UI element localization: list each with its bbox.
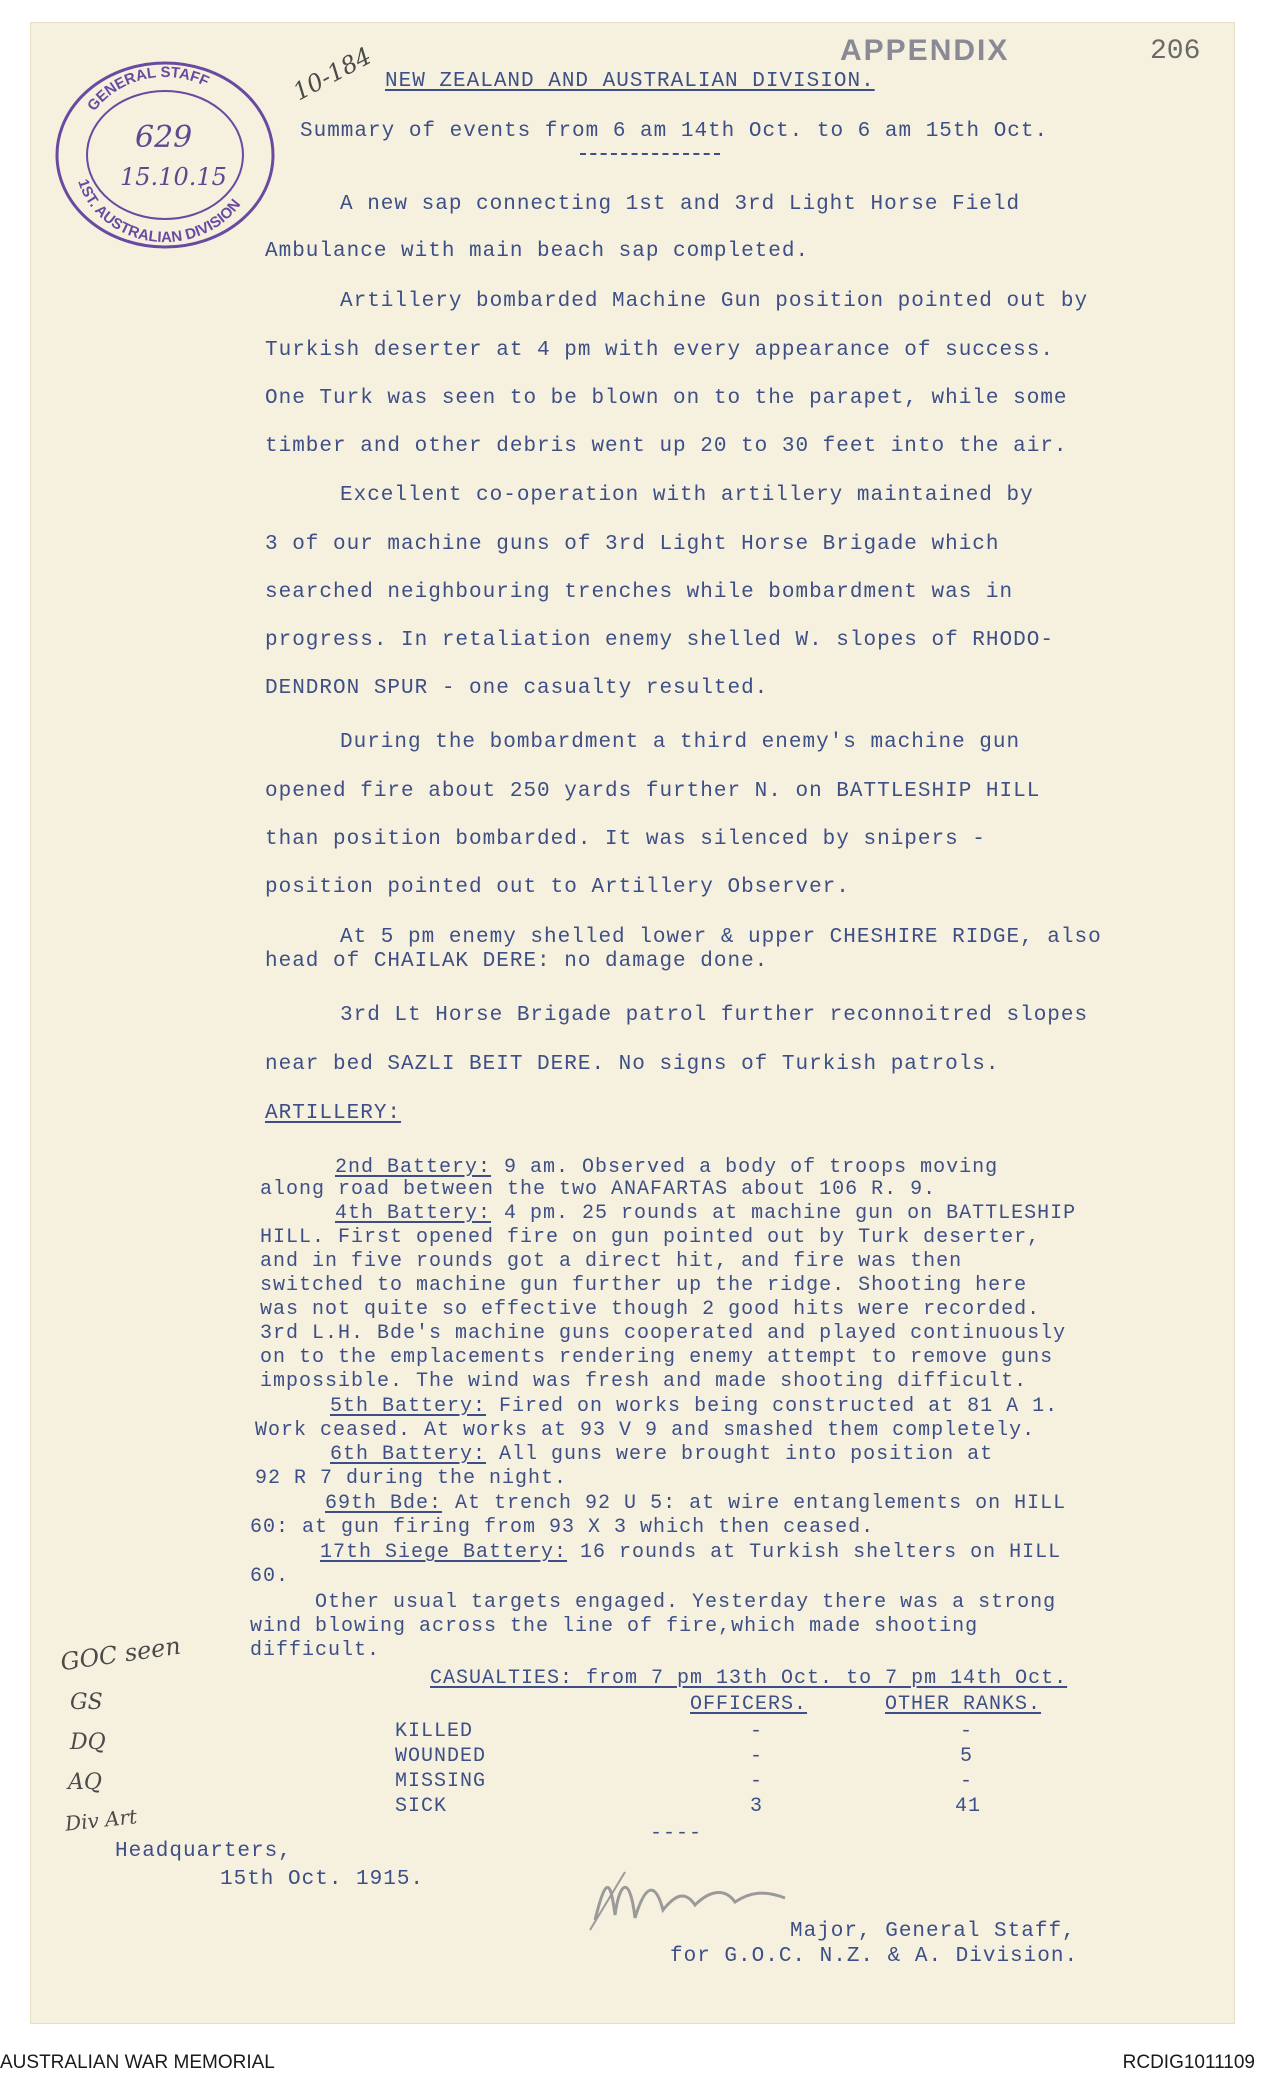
artillery-line: was not quite so effective though 2 good hits were recorded. (260, 1298, 1041, 1321)
para4-line3: than position bombarded. It was silenced by snipers - (265, 828, 986, 851)
artillery-line: along road between the two ANAFARTAS about 106 R. 9. (260, 1178, 937, 1201)
para6-line2: near bed SAZLI BEIT DERE. No signs of Turkish patrols. (265, 1053, 1000, 1076)
signatory-for: for G.O.C. N.Z. & A. Division. (670, 1945, 1079, 1968)
casualty-other: 5 (960, 1745, 974, 1768)
summary-line: Summary of events from 6 am 14th Oct. to 6 am 15th Oct. (300, 120, 1049, 143)
para4-line1: During the bombardment a third enemy's machine gun (340, 731, 1021, 754)
para2-line3: One Turk was seen to be blown on to the parapet, while some (265, 387, 1068, 410)
artillery-line: 60: at gun firing from 93 X 3 which then ceased. (250, 1516, 875, 1539)
casualty-officers: - (750, 1770, 764, 1793)
artillery-heading: ARTILLERY: (265, 1102, 402, 1125)
reference-note: 10-184 (288, 41, 377, 107)
casualty-other: - (960, 1720, 974, 1743)
casualty-officers: - (750, 1745, 764, 1768)
document-title: NEW ZEALAND AND AUSTRALIAN DIVISION. (385, 70, 875, 93)
archive-footer (0, 2042, 1267, 2082)
stamp-top-text: GENERAL STAFF (84, 63, 212, 115)
para2-line2: Turkish deserter at 4 pm with every appearance of success. (265, 339, 1054, 362)
margin-note: GOC seen (58, 1631, 183, 1677)
para4-line2: opened fire about 250 yards further N. on BATTLESHIP HILL (265, 780, 1041, 803)
headquarters-label: Headquarters, (115, 1840, 292, 1863)
para2-line4: timber and other debris went up 20 to 30 feet into the air. (265, 435, 1068, 458)
artillery-line: switched to machine gun further up the ridge. Shooting here (260, 1274, 1028, 1297)
artillery-line: on to the emplacements rendering enemy attempt to remove guns (260, 1346, 1054, 1369)
artillery-line: 4th Battery: 4 pm. 25 rounds at machine gun on BATTLESHIP (335, 1202, 1077, 1225)
para4-line4: position pointed out to Artillery Observer. (265, 876, 850, 899)
para3-line2: 3 of our machine guns of 3rd Light Horse Brigade which (265, 533, 1000, 556)
artillery-line: 2nd Battery: 9 am. Observed a body of troops moving (335, 1156, 999, 1179)
artillery-line: and in five rounds got a direct hit, and fire was then (260, 1250, 963, 1273)
closing-date: 15th Oct. 1915. (220, 1868, 425, 1891)
col-officers-header: OFFICERS. (690, 1693, 808, 1716)
artillery-line: 17th Siege Battery: 16 rounds at Turkish shelters on HILL (320, 1541, 1062, 1564)
para3-line3: searched neighbouring trenches while bombardment was in (265, 581, 1014, 604)
division-stamp (50, 55, 280, 255)
artillery-line: impossible. The wind was fresh and made shooting difficult. (260, 1370, 1028, 1393)
footer-right: RCDIG1011109 (1122, 2052, 1255, 2073)
para1-line1: A new sap connecting 1st and 3rd Light Horse Field (340, 193, 1021, 216)
casualties-end-dash: ---- (650, 1822, 703, 1845)
col-other-ranks-header: OTHER RANKS. (885, 1693, 1042, 1716)
margin-note: DQ (70, 1730, 106, 1755)
para2-line1: Artillery bombarded Machine Gun position pointed out by (340, 290, 1089, 313)
artillery-other-line2: wind blowing across the line of fire,which made shooting (250, 1615, 979, 1638)
artillery-other-line3: difficult. (250, 1639, 381, 1662)
artillery-other-line1: Other usual targets engaged. Yesterday there was a strong (315, 1591, 1057, 1614)
artillery-line: 69th Bde: At trench 92 U 5: at wire entanglements on HILL (325, 1492, 1067, 1515)
artillery-line: 60. (250, 1565, 290, 1588)
stamp-date: 15.10.15 (120, 163, 227, 191)
casualty-label: SICK (395, 1795, 448, 1818)
stamp-number: 629 (135, 120, 193, 155)
para3-line1: Excellent co-operation with artillery maintained by (340, 484, 1034, 507)
footer-left: AUSTRALIAN WAR MEMORIAL (0, 2052, 275, 2073)
artillery-line: Work ceased. At works at 93 V 9 and smashed them completely. (255, 1419, 1036, 1442)
casualty-officers: 3 (750, 1795, 764, 1818)
casualty-officers: - (750, 1720, 764, 1743)
artillery-line: 92 R 7 during the night. (255, 1467, 568, 1490)
signature (585, 1860, 825, 1940)
margin-note: Div Art (63, 1804, 139, 1836)
para3-line4: progress. In retaliation enemy shelled W. slopes of RHODO- (265, 629, 1054, 652)
signatory-rank: Major, General Staff, (790, 1920, 1076, 1943)
page-number: 206 (1150, 36, 1201, 67)
para6-line1: 3rd Lt Horse Brigade patrol further reconnoitred slopes (340, 1004, 1089, 1027)
artillery-line: 3rd L.H. Bde's machine guns cooperated and played continuously (260, 1322, 1067, 1345)
margin-note: GS (70, 1690, 103, 1715)
para1-line2: Ambulance with main beach sap completed. (265, 240, 810, 263)
casualty-label: MISSING (395, 1770, 487, 1793)
casualty-other: 41 (955, 1795, 982, 1818)
casualties-heading: CASUALTIES: from 7 pm 13th Oct. to 7 pm 14th Oct. (430, 1667, 1068, 1690)
margin-note: AQ (68, 1770, 102, 1795)
casualty-other: - (960, 1770, 974, 1793)
artillery-line: 6th Battery: All guns were brought into position at (330, 1443, 994, 1466)
casualty-label: KILLED (395, 1720, 474, 1743)
casualty-label: WOUNDED (395, 1745, 487, 1768)
separator-dashes (580, 153, 720, 155)
artillery-line: HILL. First opened fire on gun pointed out by Turk deserter, (260, 1226, 1041, 1249)
para5-line2: head of CHAILAK DERE: no damage done. (265, 950, 769, 973)
appendix-stamp: APPENDIX (840, 34, 1010, 67)
stamp-bottom-text: 1ST. AUSTRALIAN DIVISION (74, 176, 245, 247)
para3-line5: DENDRON SPUR - one casualty resulted. (265, 677, 769, 700)
artillery-line: 5th Battery: Fired on works being constructed at 81 A 1. (330, 1395, 1059, 1418)
para5-line1: At 5 pm enemy shelled lower & upper CHESHIRE RIDGE, also (340, 926, 1102, 949)
